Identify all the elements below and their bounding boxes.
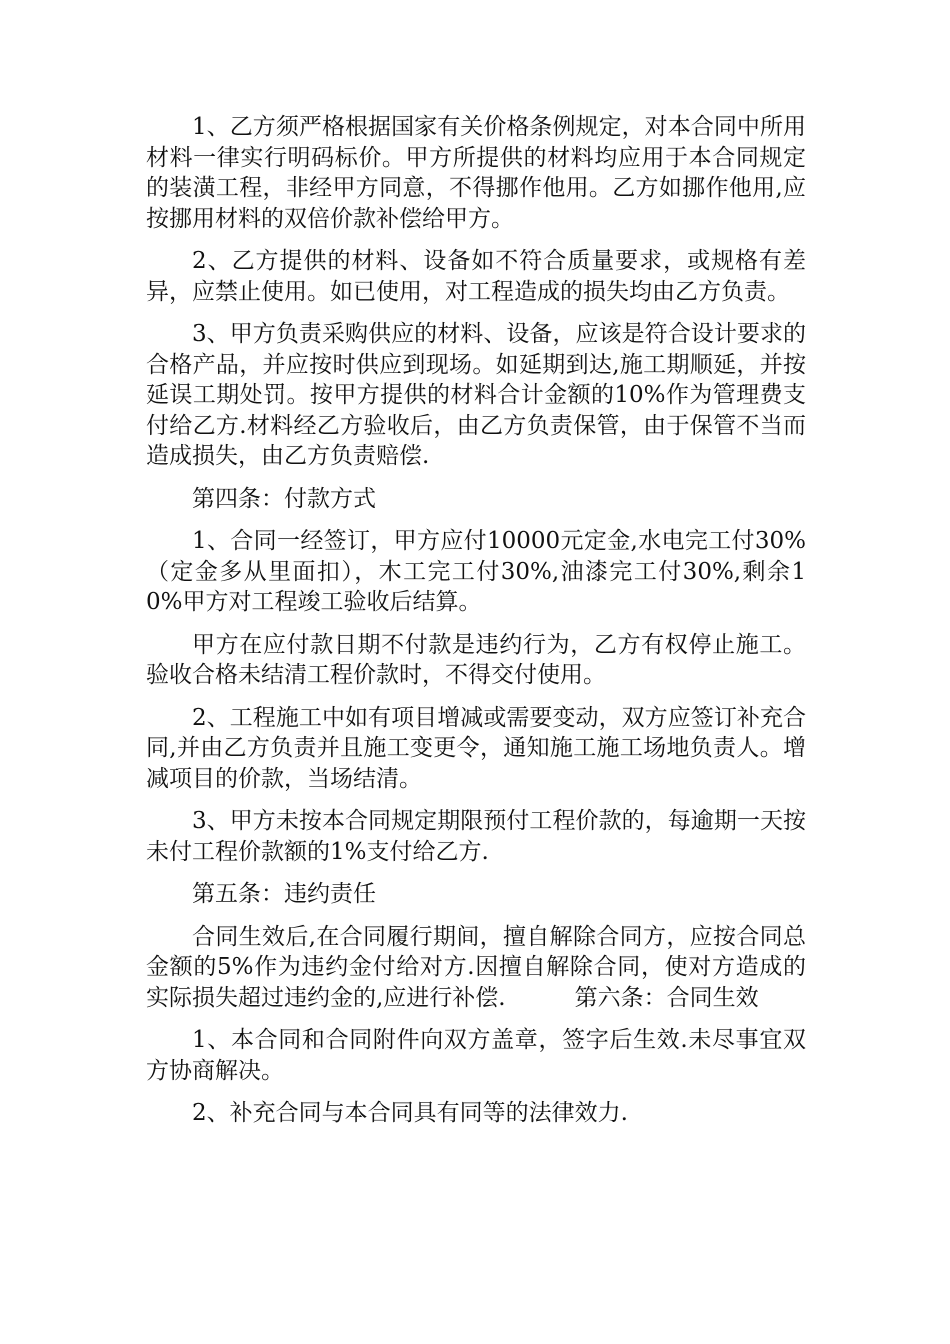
clause-4-item-3: 3、甲方未按本合同规定期限预付工程价款的，每逾期一天按未付工程价款额的1%支付给乙方. [146, 808, 806, 865]
section-heading-payment: 第四条：付款方式 [192, 485, 376, 512]
clause-3-item-3: 3、甲方负责采购供应的材料、设备，应该是符合设计要求的合格产品，并应按时供应到现场。如延期到达,施工期顺延，并按延误工期处罚。按甲方提供的材料合计金额的10%作为管理费支付给乙方.材料经乙方验收后，由乙方负责保管，由于保管不当而造成损失，由乙方负责赔偿. [146, 321, 806, 469]
clause-4-item-1: 1、合同一经签订，甲方应付10000元定金,水电完工付30%（定金多从里面扣），木工完工付30%,油漆完工付30%,剩余10%甲方对工程竣工验收后结算。 [146, 528, 806, 615]
clause-3-item-2: 2、乙方提供的材料、设备如不符合质量要求，或规格有差异，应禁止使用。如已使用，对工程造成的损失均由乙方负责。 [146, 248, 806, 305]
clause-5-text: 合同生效后,在合同履行期间，擅自解除合同方，应按合同总金额的5%作为违约金付给对方.因擅自解除合同，使对方造成的实际损失超过违约金的,应进行补偿. 第六条：合同生效 [146, 923, 806, 1011]
clause-6-item-1: 1、本合同和合同附件向双方盖章，签字后生效.未尽事宜双方协商解决。 [146, 1027, 806, 1084]
clause-4-note: 甲方在应付款日期不付款是违约行为，乙方有权停止施工。验收合格未结清工程价款时，不得交付使用。 [146, 631, 806, 688]
section-heading-liability: 第五条：违约责任 [192, 881, 376, 907]
clause-3-item-1: 1、乙方须严格根据国家有关价格条例规定，对本合同中所用材料一律实行明码标价。甲方所提供的材料均应用于本合同规定的装潢工程，非经甲方同意，不得挪作他用。乙方如挪作他用,应按挪用材料的双倍价款补偿给甲方。 [146, 114, 806, 232]
document-page [146, 112, 806, 1141]
clause-4-item-2: 2、工程施工中如有项目增减或需要变动，双方应签订补充合同,并由乙方负责并且施工变更令，通知施工施工场地负责人。增减项目的价款，当场结清。 [146, 704, 806, 792]
clause-6-item-2: 2、补充合同与本合同具有同等的法律效力. [192, 1100, 628, 1126]
